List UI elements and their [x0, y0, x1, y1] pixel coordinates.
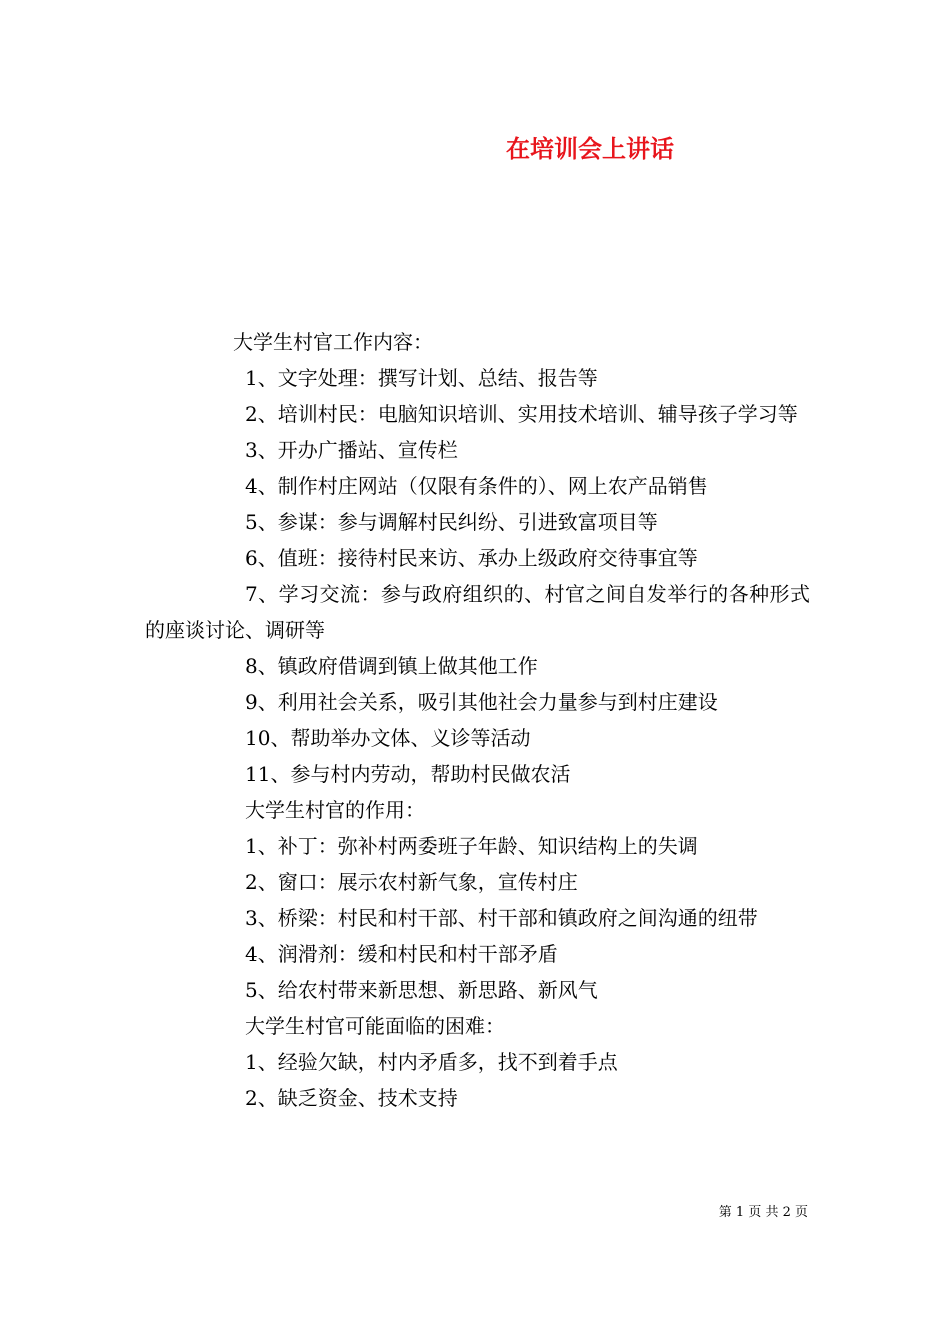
list-item: 3、开办广播站、宣传栏 — [245, 438, 458, 462]
document-title: 在培训会上讲话 — [506, 134, 674, 163]
list-item: 4、制作村庄网站（仅限有条件的）、网上农产品销售 — [245, 474, 708, 498]
section-heading-difficulties: 大学生村官可能面临的困难： — [245, 1014, 505, 1038]
list-item: 1、文字处理：撰写计划、总结、报告等 — [245, 366, 598, 390]
page-number-footer: 第 1 页 共 2 页 — [718, 1205, 808, 1220]
list-item: 10、帮助举办文体、义诊等活动 — [245, 726, 531, 750]
list-item: 3、桥梁：村民和村干部、村干部和镇政府之间沟通的纽带 — [245, 906, 758, 930]
list-item: 2、窗口：展示农村新气象，宣传村庄 — [245, 870, 578, 894]
list-item: 11、参与村内劳动，帮助村民做农活 — [245, 762, 571, 786]
document-body — [145, 324, 810, 1116]
list-item: 1、经验欠缺，村内矛盾多，找不到着手点 — [245, 1050, 618, 1074]
list-item: 5、参谋：参与调解村民纠纷、引进致富项目等 — [245, 510, 658, 534]
section-heading-work-content: 大学生村官工作内容： — [233, 330, 433, 354]
list-item: 2、缺乏资金、技术支持 — [245, 1086, 458, 1110]
list-item: 2、培训村民：电脑知识培训、实用技术培训、辅导孩子学习等 — [245, 402, 798, 426]
list-item: 9、利用社会关系，吸引其他社会力量参与到村庄建设 — [245, 690, 718, 714]
list-item: 8、镇政府借调到镇上做其他工作 — [245, 654, 538, 678]
list-item: 6、值班：接待村民来访、承办上级政府交待事宜等 — [245, 546, 698, 570]
list-item: 5、给农村带来新思想、新思路、新风气 — [245, 978, 598, 1002]
list-item: 7、学习交流：参与政府组织的、村官之间自发举行的各种形式的座谈讨论、调研等 — [145, 582, 810, 642]
section-heading-role: 大学生村官的作用： — [245, 798, 425, 822]
list-item: 4、润滑剂：缓和村民和村干部矛盾 — [245, 942, 558, 966]
list-item: 1、补丁：弥补村两委班子年龄、知识结构上的失调 — [245, 834, 698, 858]
